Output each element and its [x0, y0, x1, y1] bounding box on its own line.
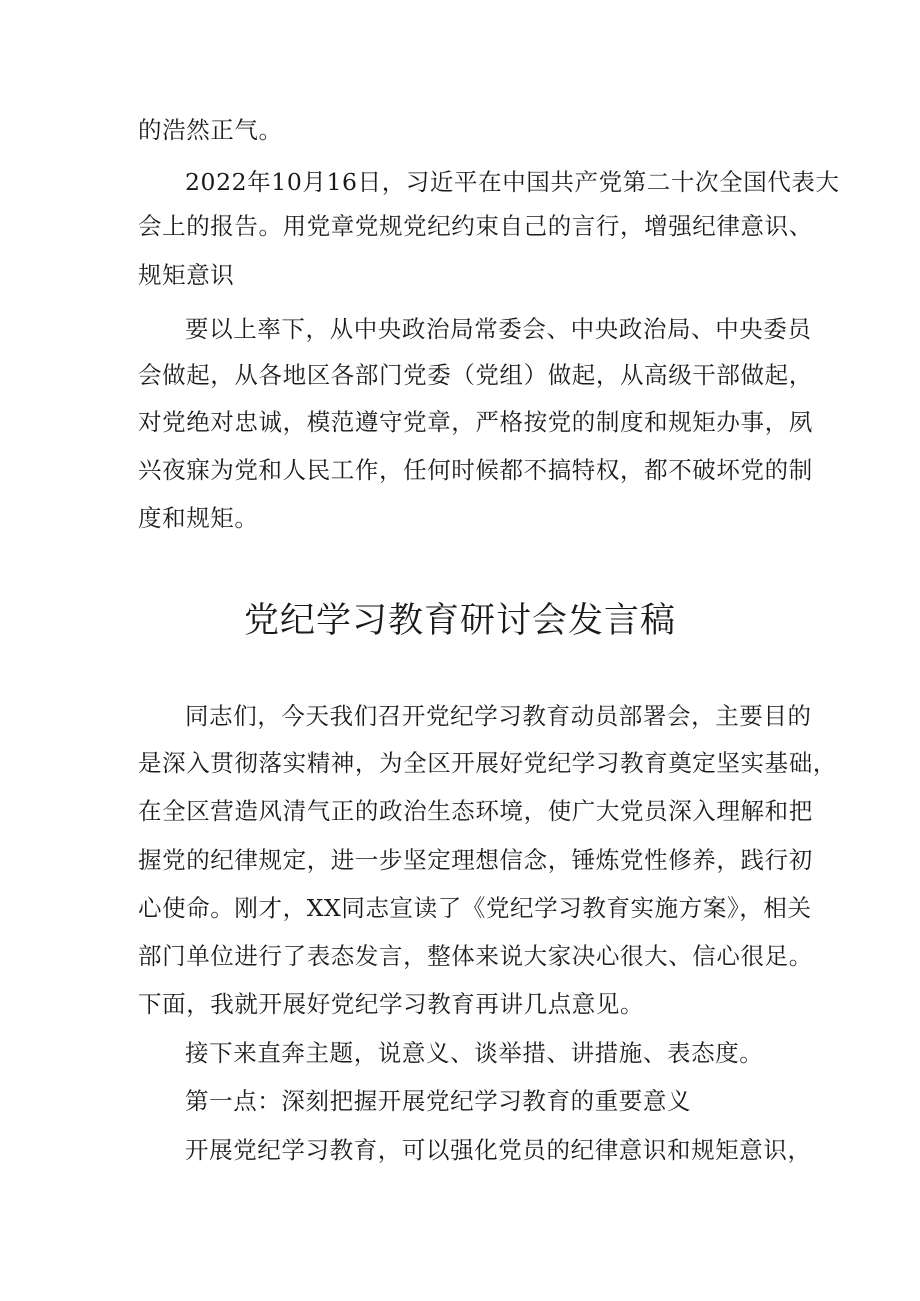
body-line-3: 在全区营造风清气正的政治生态环境，使广大党员深入理解和把: [138, 797, 813, 825]
body-line-1: 同志们，今天我们召开党纪学习教育动员部署会，主要目的: [185, 702, 812, 730]
text-line-8: 兴夜寐为党和人民工作，任何时候都不搞特权，都不破坏党的制: [138, 456, 813, 484]
text-line-9: 度和规矩。: [138, 504, 259, 532]
text-line-1: 的浩然正气。: [138, 116, 283, 144]
body-line-5: 心使命。刚才，XX同志宣读了《党纪学习教育实施方案》，相关: [138, 894, 812, 922]
body-line-2: 是深入贯彻落实精神，为全区开展好党纪学习教育奠定坚实基础，: [138, 749, 837, 777]
document-title: 党纪学习教育研讨会发言稿: [243, 601, 676, 641]
text-line-2: 2022年10月16日，习近平在中国共产党第二十次全国代表大: [185, 168, 840, 196]
text-line-7: 对党绝对忠诚，模范遵守党章，严格按党的制度和规矩办事，夙: [138, 408, 813, 436]
body-line-9: 第一点：深刻把握开展党纪学习教育的重要意义: [185, 1087, 692, 1115]
text-line-3: 会上的报告。用党章党规党纪约束自己的言行，增强纪律意识、: [138, 212, 813, 240]
text-line-5: 要以上率下，从中央政治局常委会、中央政治局、中央委员: [185, 315, 812, 343]
body-line-7: 下面，我就开展好党纪学习教育再讲几点意见。: [138, 990, 645, 1018]
text-line-4: 规矩意识: [138, 261, 235, 289]
body-line-10: 开展党纪学习教育，可以强化党员的纪律意识和规矩意识，: [185, 1136, 812, 1164]
body-line-4: 握党的纪律规定，进一步坚定理想信念，锤炼党性修养，践行初: [138, 846, 813, 874]
body-line-8: 接下来直奔主题，说意义、谈举措、讲措施、表态度。: [185, 1039, 764, 1067]
text-line-6: 会做起，从各地区各部门党委（党组）做起，从高级干部做起，: [138, 361, 813, 389]
body-line-6: 部门单位进行了表态发言，整体来说大家决心很大、信心很足。: [138, 942, 813, 970]
